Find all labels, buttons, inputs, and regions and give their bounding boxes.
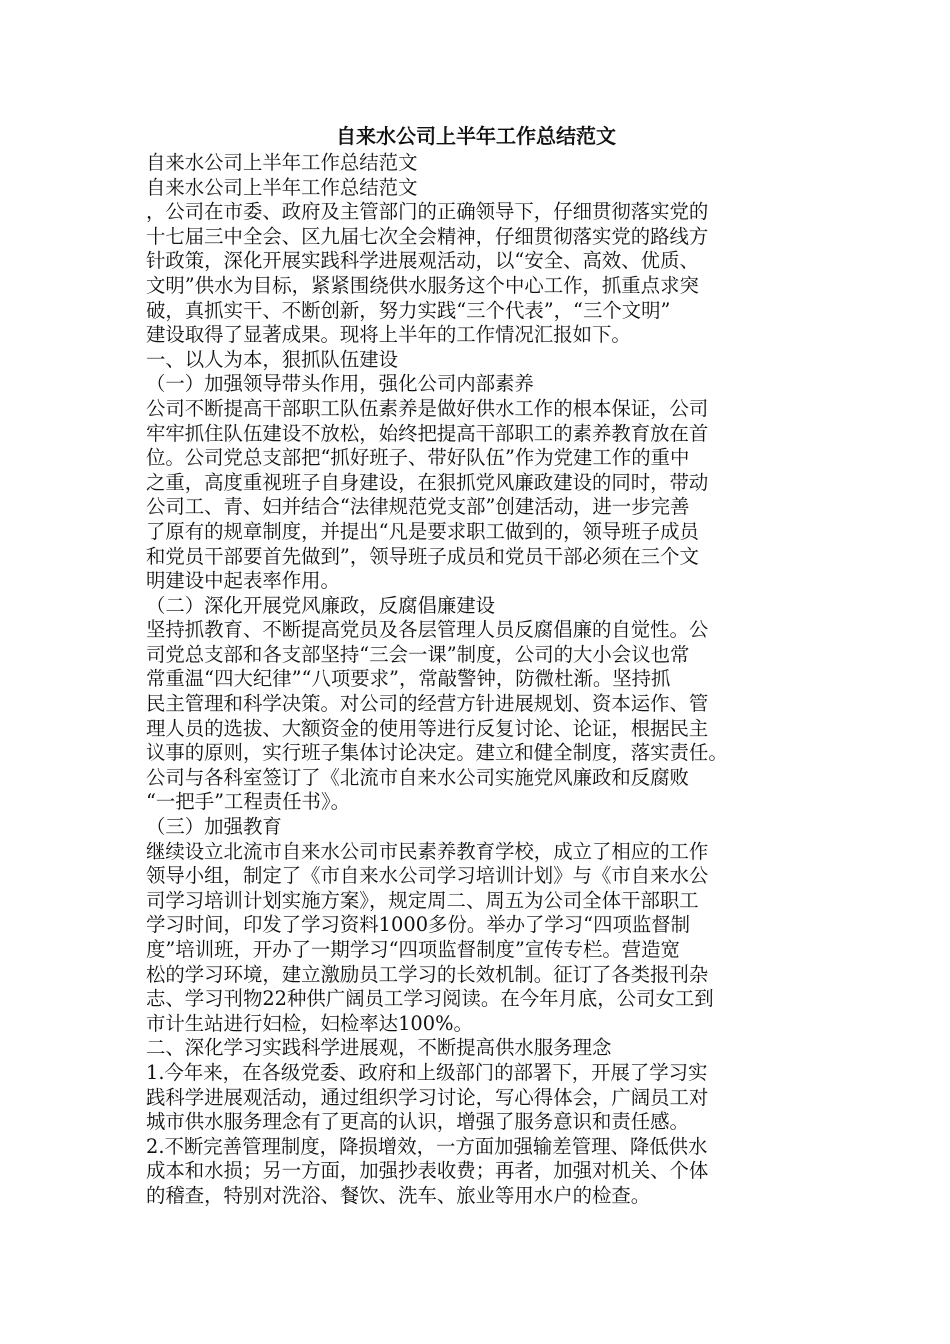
paragraph-line: 建设取得了显著成果。现将上半年的工作情况汇报如下。 xyxy=(146,323,631,347)
paragraph-1-1 xyxy=(146,397,806,594)
paragraph-line: 针政策，深化开展实践科学进展观活动，以“安全、高效、优质、 xyxy=(146,249,699,273)
section-heading-1: 一、以人为本，狠抓队伍建设 xyxy=(146,347,399,371)
paragraph-line: 十七届三中全会、区九届七次全会精神，仔细贯彻落实党的路线方 xyxy=(146,224,709,248)
paragraph-line: 位。公司党总支部把“抓好班子、带好队伍”作为党建工作的重中 xyxy=(146,446,690,470)
paragraph-line: 公司不断提高干部职工队伍素养是做好供水工作的根本保证，公司 xyxy=(146,396,709,420)
document-body xyxy=(146,121,806,1209)
paragraph-line: 公司与各科室签订了《北流市自来水公司实施党风廉政和反腐败 xyxy=(146,765,689,789)
intro-paragraph xyxy=(146,200,806,348)
paragraph-line: 破，真抓实干、不断创新，努力实践“三个代表”，“三个文明” xyxy=(146,298,671,322)
paragraph-line: 城市供水服务理念有了更高的认识，增强了服务意识和责任感。 xyxy=(146,1110,689,1134)
paragraph-line: ，公司在市委、政府及主管部门的正确领导下，仔细贯彻落实党的 xyxy=(146,200,709,224)
paragraph-line: 2.不断完善管理制度，降损增效，一方面加强输差管理、降低供水 xyxy=(146,1134,708,1158)
paragraph-line: 松的学习环境，建立激励员工学习的长效机制。征订了各类报刊杂 xyxy=(146,962,709,986)
paragraph-line: 牢牢抓住队伍建设不放松，始终把提高干部职工的素养教育放在首 xyxy=(146,421,709,445)
paragraph-line: 志、学习刊物22种供广阔员工学习阅读。在今年月底，公司女工到 xyxy=(146,987,714,1011)
paragraph-line: 公司工、青、妇并结合“法律规范党支部”创建活动，进一步完善 xyxy=(146,495,690,519)
paragraph-line: 文明”供水为目标，紧紧围绕供水服务这个中心工作，抓重点求突 xyxy=(146,273,699,297)
subsection-heading-1-3: （三）加强教育 xyxy=(146,815,282,839)
document-subtitle: 自来水公司上半年工作总结范文 xyxy=(146,151,418,174)
paragraph-line: 1.今年来，在各级党委、政府和上级部门的部署下，开展了学习实 xyxy=(146,1060,708,1084)
paragraph-line: 理人员的选拔、大额资金的使用等进行反复讨论、论证，根据民主 xyxy=(146,716,709,740)
paragraph-line: 和党员干部要首先做到”，领导班子成员和党员干部必须在三个文 xyxy=(146,544,699,568)
paragraph-line: 继续设立北流市自来水公司市民素养教育学校，成立了相应的工作 xyxy=(146,839,709,863)
paragraph-line: 常重温“四大纪律”“八项要求”，常敲警钟，防微杜渐。坚持抓 xyxy=(146,667,671,691)
paragraph-line: 学习时间，印发了学习资料1000多份。举办了学习“四项监督制 xyxy=(146,913,691,937)
subsection-heading-1-2: （二）深化开展党风廉政，反腐倡廉建设 xyxy=(146,593,496,617)
paragraph-line: 坚持抓教育、不断提高党员及各层管理人员反腐倡廉的自觉性。公 xyxy=(146,618,709,642)
paragraph-line: 践科学进展观活动，通过组织学习讨论，写心得体会，广阔员工对 xyxy=(146,1085,709,1109)
paragraph-line: 司党总支部和各支部坚持“三会一课”制度，公司的大小会议也常 xyxy=(146,642,690,666)
document-title: 自来水公司上半年工作总结范文 xyxy=(336,124,616,148)
paragraph-line: 的稽查，特别对洗浴、餐饮、洗车、旅业等用水户的检查。 xyxy=(146,1183,651,1207)
paragraph-2-2 xyxy=(146,1135,806,1209)
paragraph-line: 成本和水损；另一方面，加强抄表收费；再者，加强对机关、个体 xyxy=(146,1159,709,1183)
paragraph-line: 司学习培训计划实施方案》，规定周二、周五为公司全体干部职工 xyxy=(146,888,699,912)
paragraph-1-2 xyxy=(146,618,806,815)
paragraph-line: 民主管理和科学决策。对公司的经营方针进展规划、资本运作、管 xyxy=(146,692,709,716)
paragraph-line: 议事的原则，实行班子集体讨论决定。建立和健全制度，落实责任。 xyxy=(146,741,728,765)
paragraph-line: 市计生站进行妇检，妇检率达100%。 xyxy=(146,1011,473,1035)
section-heading-2: 二、深化学习实践科学进展观，不断提高供水服务理念 xyxy=(146,1036,612,1060)
document-subtitle-repeat: 自来水公司上半年工作总结范文 xyxy=(146,175,418,199)
paragraph-line: 了原有的规章制度，并提出“凡是要求职工做到的，领导班子成员 xyxy=(146,519,699,543)
paragraph-line: “一把手”工程责任书》。 xyxy=(146,790,351,814)
paragraph-line: 度”培训班，开办了一期学习“四项监督制度”宣传专栏。营造宽 xyxy=(146,938,680,961)
paragraph-1-3 xyxy=(146,840,806,1037)
paragraph-line: 之重，高度重视班子自身建设，在狠抓党风廉政建设的同时，带动 xyxy=(146,470,709,494)
paragraph-line: 领导小组，制定了《市自来水公司学习培训计划》与《市自来水公 xyxy=(146,864,709,888)
paragraph-line: 明建设中起表率作用。 xyxy=(146,569,340,593)
paragraph-2-1 xyxy=(146,1061,806,1135)
subsection-heading-1-1: （一）加强领导带头作用，强化公司内部素养 xyxy=(146,372,534,396)
